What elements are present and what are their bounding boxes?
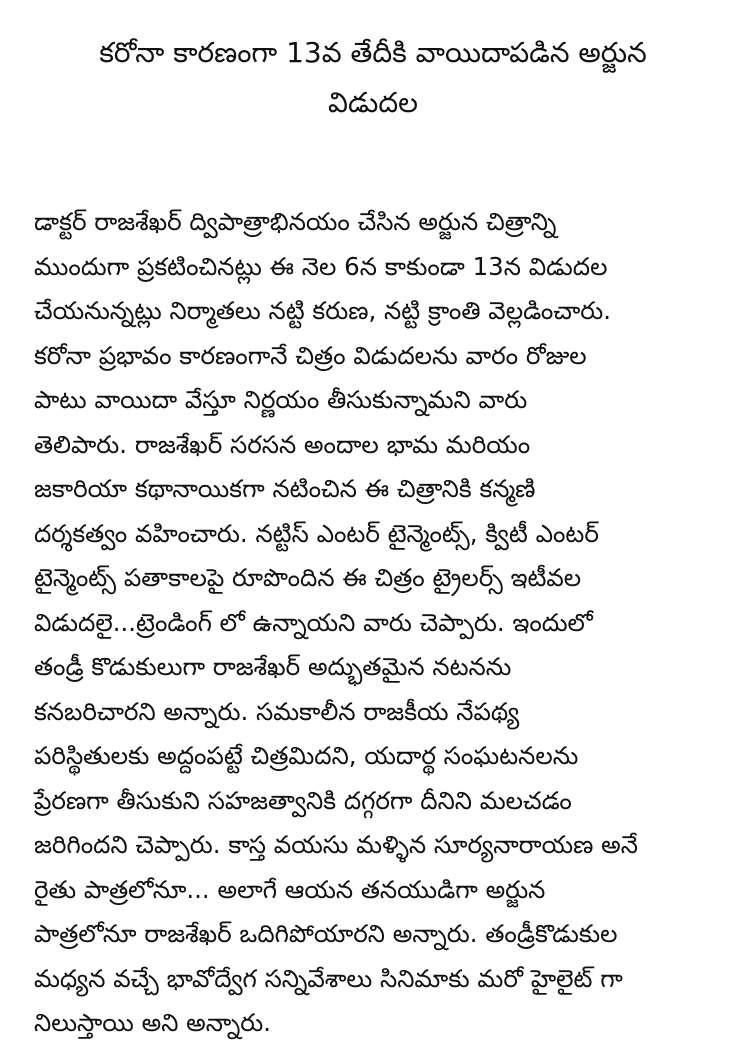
body-line: పాత్రలోనూ రాజశేఖర్ ఒదిగిపోయారని అన్నారు. తండ్రీకొడుకుల xyxy=(34,919,618,948)
article-body xyxy=(34,200,734,1046)
body-line: జకారియా కథానాయికగా నటించిన ఈ చిత్రానికి కన్మణి xyxy=(34,474,536,503)
body-line: డాక్టర్ రాజశేఖర్ ద్విపాత్రాభినయం చేసిన అర్జున చిత్రాన్ని xyxy=(34,207,557,236)
body-line: చేయనున్నట్లు నిర్మాతలు నట్టి కరుణ, నట్టి క్రాంతి వెల్లడించారు. xyxy=(34,296,612,325)
body-line: తెలిపారు. రాజశేఖర్ సరసన అందాల భామ మరియం xyxy=(34,429,531,459)
body-line: జరిగిందని చెప్పారు. కాస్త వయసు మళ్ళిన సూర్యనారాయణ అనే xyxy=(34,830,638,859)
body-line: టైన్మెంట్స్ పతాకాలపై రూపొందిన ఈ చిత్రం ట్రైలర్స్ ఇటీవల xyxy=(34,563,582,592)
body-line: తండ్రీ కొడుకులుగా రాజశేఖర్ అద్భుతమైన నటనను xyxy=(34,652,512,681)
body-line: కరోనా ప్రభావం కారణంగానే చిత్రం విడుదలను వారం రోజుల xyxy=(34,340,587,370)
body-line: నిలుస్తాయి అని అన్నారు. xyxy=(34,1008,272,1037)
body-line: ముందుగా ప్రకటించినట్లు ఈ నెల 6న కాకుండా 13న విడుదల xyxy=(34,251,608,281)
article-title xyxy=(20,28,726,128)
body-line: విడుదలై...ట్రెండింగ్ లో ఉన్నాయని వారు చెప్పారు. ఇందులో xyxy=(34,607,593,637)
body-line: పాటు వాయిదా వేస్తూ నిర్ణయం తీసుకున్నామని వారు xyxy=(34,385,528,414)
body-line: రైతు పాత్రలోనూ... అలాగే ఆయన తనయుడిగా అర్జున xyxy=(34,874,546,904)
body-line: దర్శకత్వం వహించారు. నట్టిస్ ఎంటర్ టైన్మెంట్స్, క్విటీ ఎంటర్ xyxy=(34,518,599,548)
title-line: కరోనా కారణంగా 13వ తేదీకి వాయిదాపడిన అర్జున xyxy=(99,36,647,69)
body-line: పరిస్థితులకు అద్దంపట్టే చిత్రమిదని, యదార్థ సంఘటనలను xyxy=(34,741,579,770)
body-line: కనబరిచారని అన్నారు. సమకాలీన రాజకీయ నేపథ్య xyxy=(34,696,520,726)
body-line: మధ్యన వచ్చే భావోద్వేగ సన్నివేశాలు సినిమాకు మరో హైలైట్ గా xyxy=(34,963,623,993)
body-line: ప్రేరణగా తీసుకుని సహజత్వానికి దగ్గరగా దీనిని మలచడం xyxy=(34,785,572,815)
title-line: విడుదల xyxy=(328,86,418,119)
